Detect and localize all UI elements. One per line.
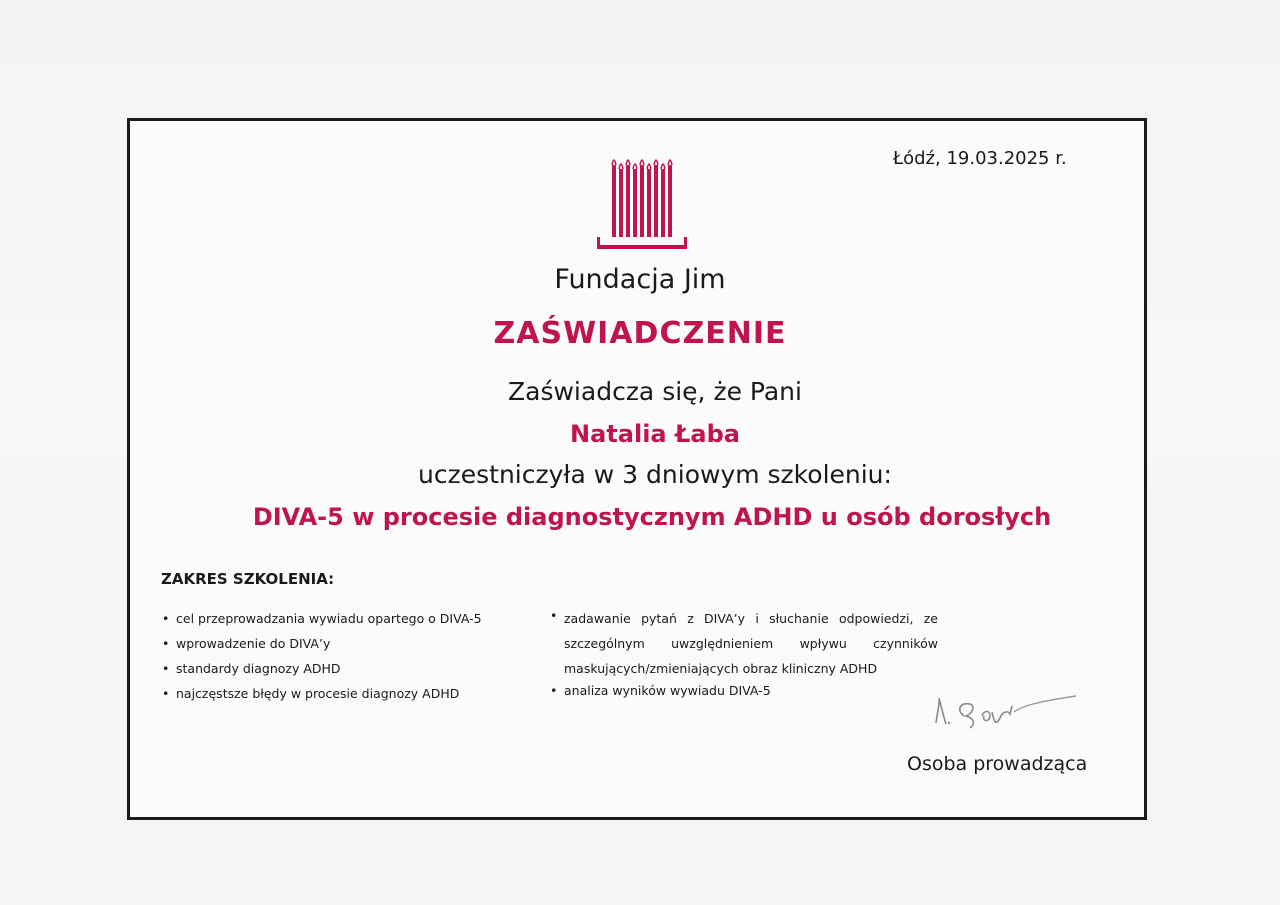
participant-name: Natalia Łaba	[570, 420, 740, 448]
issue-date: Łódź, 19.03.2025 r.	[893, 148, 1067, 169]
bullet-icon: •	[550, 683, 558, 698]
bullet-icon: •	[162, 636, 170, 651]
bullet-icon: •	[162, 661, 170, 676]
list-item: • standardy diagnozy ADHD	[162, 661, 341, 676]
list-item: • najczęstsze błędy w procesie diagnozy ADHD	[162, 686, 460, 701]
list-item: • zadawanie pytań z DIVA’y i słuchanie odpowiedzi, ze szczególnym uwzględnieniem wpływu czynników maskujących/zmieniających obraz kliniczny ADHD	[550, 608, 938, 676]
scope-heading: ZAKRES SZKOLENIA:	[161, 570, 335, 588]
bullet-icon: •	[550, 608, 558, 623]
list-item: • wprowadzenie do DIVA’y	[162, 636, 331, 651]
bullet-icon: •	[162, 686, 170, 701]
scope-list-right	[548, 609, 938, 706]
statement-text: Zaświadcza się, że Pani	[508, 377, 802, 406]
participation-text: uczestniczyła w 3 dniowym szkoleniu:	[418, 460, 892, 489]
foundation-logo-icon	[592, 147, 692, 255]
list-item: • analiza wyników wywiadu DIVA-5	[550, 683, 771, 698]
course-title: DIVA-5 w procesie diagnostycznym ADHD u osób dorosłych	[252, 503, 1052, 531]
bullet-icon: •	[162, 611, 170, 626]
certificate-title: ZAŚWIADCZENIE	[493, 316, 787, 351]
scope-list-left	[160, 609, 540, 709]
organization-name: Fundacja Jim	[554, 264, 726, 295]
list-item: • cel przeprowadzania wywiadu opartego o DIVA-5	[162, 611, 482, 626]
handwritten-signature	[926, 688, 1086, 738]
signer-label: Osoba prowadząca	[907, 753, 1088, 775]
